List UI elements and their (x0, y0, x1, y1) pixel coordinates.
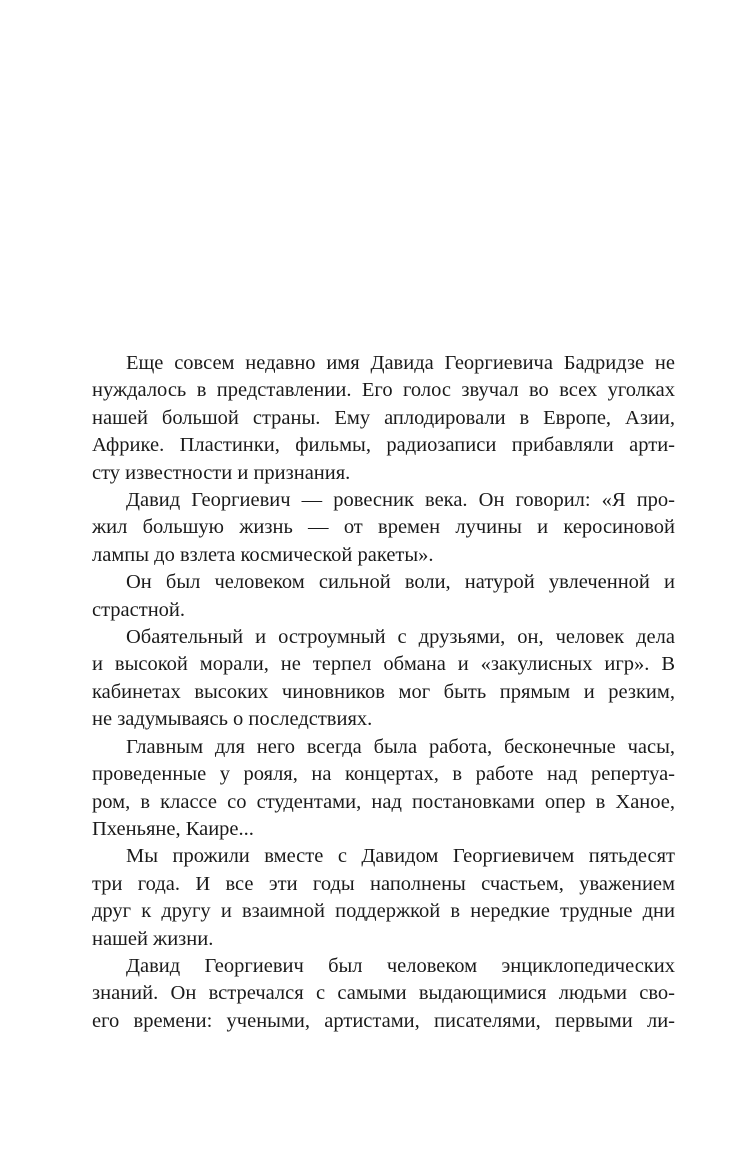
text-line: его времени: учеными, артистами, писателями, первыми ли- (92, 1009, 675, 1032)
paragraph-3 (58, 569, 675, 624)
text-line: Обаятельный и остроумный с друзьями, он, человек дела (126, 626, 675, 649)
text-line: три года. И все эти годы наполнены счастьем, уважением (92, 872, 675, 895)
text-line: Давид Георгиевич был человеком энциклопедических (126, 954, 675, 977)
text-line: нашей жизни. (92, 927, 214, 950)
text-line: не задумываясь о последствиях. (92, 708, 373, 731)
paragraph-5 (58, 734, 675, 844)
text-line: Давид Георгиевич — ровесник века. Он говорил: «Я про- (126, 489, 675, 512)
text-line: нашей большой страны. Ему аплодировали в Европе, Азии, (92, 406, 675, 429)
text-line: Главным для него всегда была работа, бесконечные часы, (126, 735, 675, 758)
text-line: страстной. (92, 598, 186, 621)
text-line: Пхеньяне, Каире... (92, 817, 254, 840)
text-line: кабинетах высоких чиновников мог быть прямым и резким, (92, 680, 675, 703)
paragraph-1 (58, 350, 675, 487)
text-line: жил большую жизнь — от времен лучины и керосиновой (92, 516, 675, 539)
text-line: лампы до взлета космической ракеты». (92, 543, 434, 566)
text-line: друг к другу и взаимной поддержкой в нередкие трудные дни (92, 900, 675, 923)
text-line: Африке. Пластинки, фильмы, радиозаписи прибавляли арти- (92, 434, 675, 457)
text-line: Еще совсем недавно имя Давида Георгиевича Бадридзе не (126, 352, 675, 374)
text-line: проведенные у рояля, на концертах, в работе над репертуа- (92, 763, 675, 786)
text-line: знаний. Он встречался с самыми выдающимися людьми сво- (92, 982, 675, 1005)
text-line: Он был человеком сильной воли, натурой увлеченной и (126, 571, 675, 594)
body-text (58, 350, 675, 1035)
text-line: и высокой морали, не терпел обмана и «закулисных игр». В (92, 653, 675, 676)
paragraph-4 (58, 624, 675, 734)
paragraph-6 (58, 843, 675, 953)
text-line: нуждалось в представлении. Его голос звучал во всех уголках (92, 379, 675, 402)
text-line: Мы прожили вместе с Давидом Георгиевичем пятьдесят (126, 845, 675, 868)
paragraph-7 (58, 953, 675, 1035)
paragraph-2 (58, 487, 675, 569)
text-line: сту известности и признания. (92, 461, 351, 484)
text-line: ром, в классе со студентами, над постановками опер в Ханое, (92, 790, 675, 813)
